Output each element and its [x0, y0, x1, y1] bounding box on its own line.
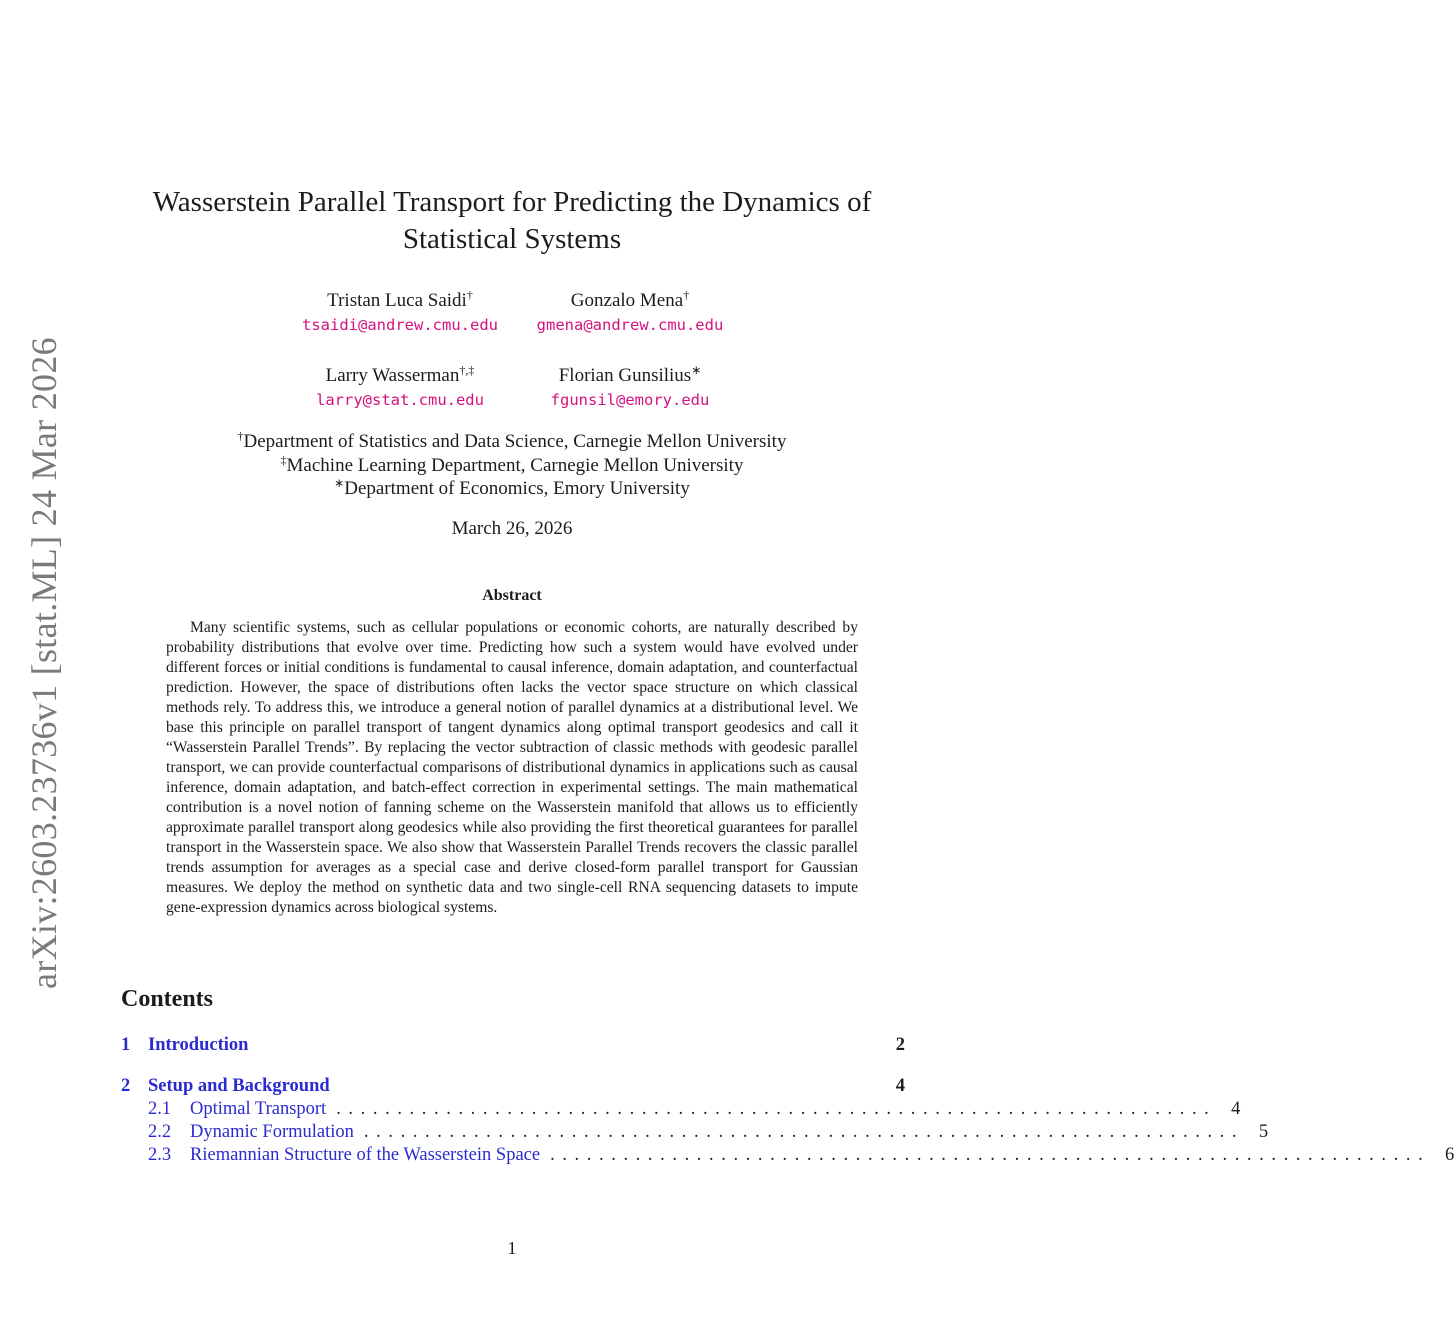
toc-leader-dots: ........................................................................ [363, 1122, 1245, 1142]
toc-subsection-number: 2.2 [148, 1122, 172, 1142]
author-block [270, 290, 530, 336]
affiliation: ∗Department of Economics, Emory University [334, 476, 690, 499]
author-block [500, 365, 760, 411]
toc-subsection-dynamic-formulation[interactable] [148, 1121, 1269, 1143]
author-marks: ∗ [691, 363, 702, 377]
abstract-text: Many scientific systems, such as cellular populations or economic cohorts, are naturally described by probability distributions that evolve over time. Predicting how such a system would have evolved under different forces or initial conditions is fundamental to causal inference, domain adaptation, and counterfactual prediction. However, the space of distributions often lacks the vector space structure on which classical methods rely. To address this, we introduce a general notion of parallel dynamics at a distributional level. We base this principle on parallel transport of tangent dynamics along optimal transport geodesics and call it “Wasserstein Parallel Trends”. By replacing the vector subtraction of classic methods with geodesic parallel transport, we can provide counterfactual comparisons of distributional dynamics in applications such as causal inference, domain adaptation, and batch-effect correction in experimental settings. The main mathematical contribution is a novel notion of fanning scheme on the Wasserstein manifold that allows us to efficiently approximate parallel transport along geodesics while also providing the first theoretical guarantees for parallel transport in the Wasserstein space. We also show that Wasserstein Parallel Trends recovers the classic parallel trends assumption for averages as a special case and derive closed-form parallel transport for Gaussian measures. We deploy the method on synthetic data and two single-cell RNA sequencing datasets to impute gene-expression dynamics across biological systems. [166, 619, 858, 916]
contents-heading: Contents [121, 986, 214, 1012]
abstract-heading: Abstract [482, 587, 542, 604]
toc-section-setup[interactable] [121, 1075, 905, 1097]
affiliation: †Department of Statistics and Data Science, Carnegie Mellon University [237, 429, 787, 452]
toc-page-number: 4 [895, 1076, 905, 1096]
author-email[interactable]: tsaidi@andrew.cmu.edu [302, 316, 498, 334]
toc-subsection-riemannian-structure[interactable] [148, 1144, 1454, 1166]
author-name: Larry Wasserman†,‡ [325, 363, 475, 386]
author-name: Florian Gunsilius∗ [558, 363, 702, 386]
toc-section-label[interactable]: Setup and Background [148, 1076, 330, 1096]
toc-page-number: 4 [1231, 1099, 1241, 1119]
author-email[interactable]: gmena@andrew.cmu.edu [536, 316, 724, 334]
arxiv-stamp: arXiv:2603.23736v1 [stat.ML] 24 Mar 2026 [24, 337, 64, 989]
affiliation: ‡Machine Learning Department, Carnegie Mellon University [280, 452, 744, 476]
toc-page-number: 5 [1258, 1122, 1269, 1142]
toc-leader-dots: ........................................................................ [550, 1145, 1431, 1165]
toc-subsection-number: 2.1 [148, 1099, 172, 1119]
toc-subsection-number: 2.3 [148, 1145, 172, 1165]
toc-page-number: 2 [895, 1035, 905, 1055]
toc-section-number: 2 [121, 1076, 131, 1096]
author-name: Gonzalo Mena† [570, 288, 690, 311]
toc-subsection-label[interactable]: Dynamic Formulation [190, 1122, 354, 1142]
paper-title: Wasserstein Parallel Transport for Predicting the Dynamics of Statistical Systems [152, 186, 872, 255]
author-email[interactable]: larry@stat.cmu.edu [316, 391, 484, 409]
paper-date: March 26, 2026 [451, 518, 573, 539]
toc-subsection-label[interactable]: Riemannian Structure of the Wasserstein Space [190, 1145, 541, 1165]
author-block [270, 365, 530, 411]
author-marks: † [466, 288, 473, 302]
author-email[interactable]: fgunsil@emory.edu [550, 391, 710, 409]
author-name: Tristan Luca Saidi† [327, 288, 473, 311]
toc-page-number: 6 [1445, 1145, 1454, 1165]
affiliations [140, 430, 884, 501]
toc-section-label[interactable]: Introduction [148, 1035, 249, 1055]
author-block [500, 290, 760, 336]
toc-section-number: 1 [121, 1035, 131, 1055]
toc-subsection-optimal-transport[interactable] [148, 1098, 1241, 1120]
toc-leader-dots: ........................................................................ [336, 1099, 1217, 1119]
author-marks: † [683, 288, 690, 302]
toc-subsection-label[interactable]: Optimal Transport [190, 1099, 327, 1119]
toc-section-introduction[interactable] [121, 1034, 905, 1056]
author-marks: †,‡ [459, 363, 475, 377]
page-number: 1 [507, 1238, 517, 1258]
